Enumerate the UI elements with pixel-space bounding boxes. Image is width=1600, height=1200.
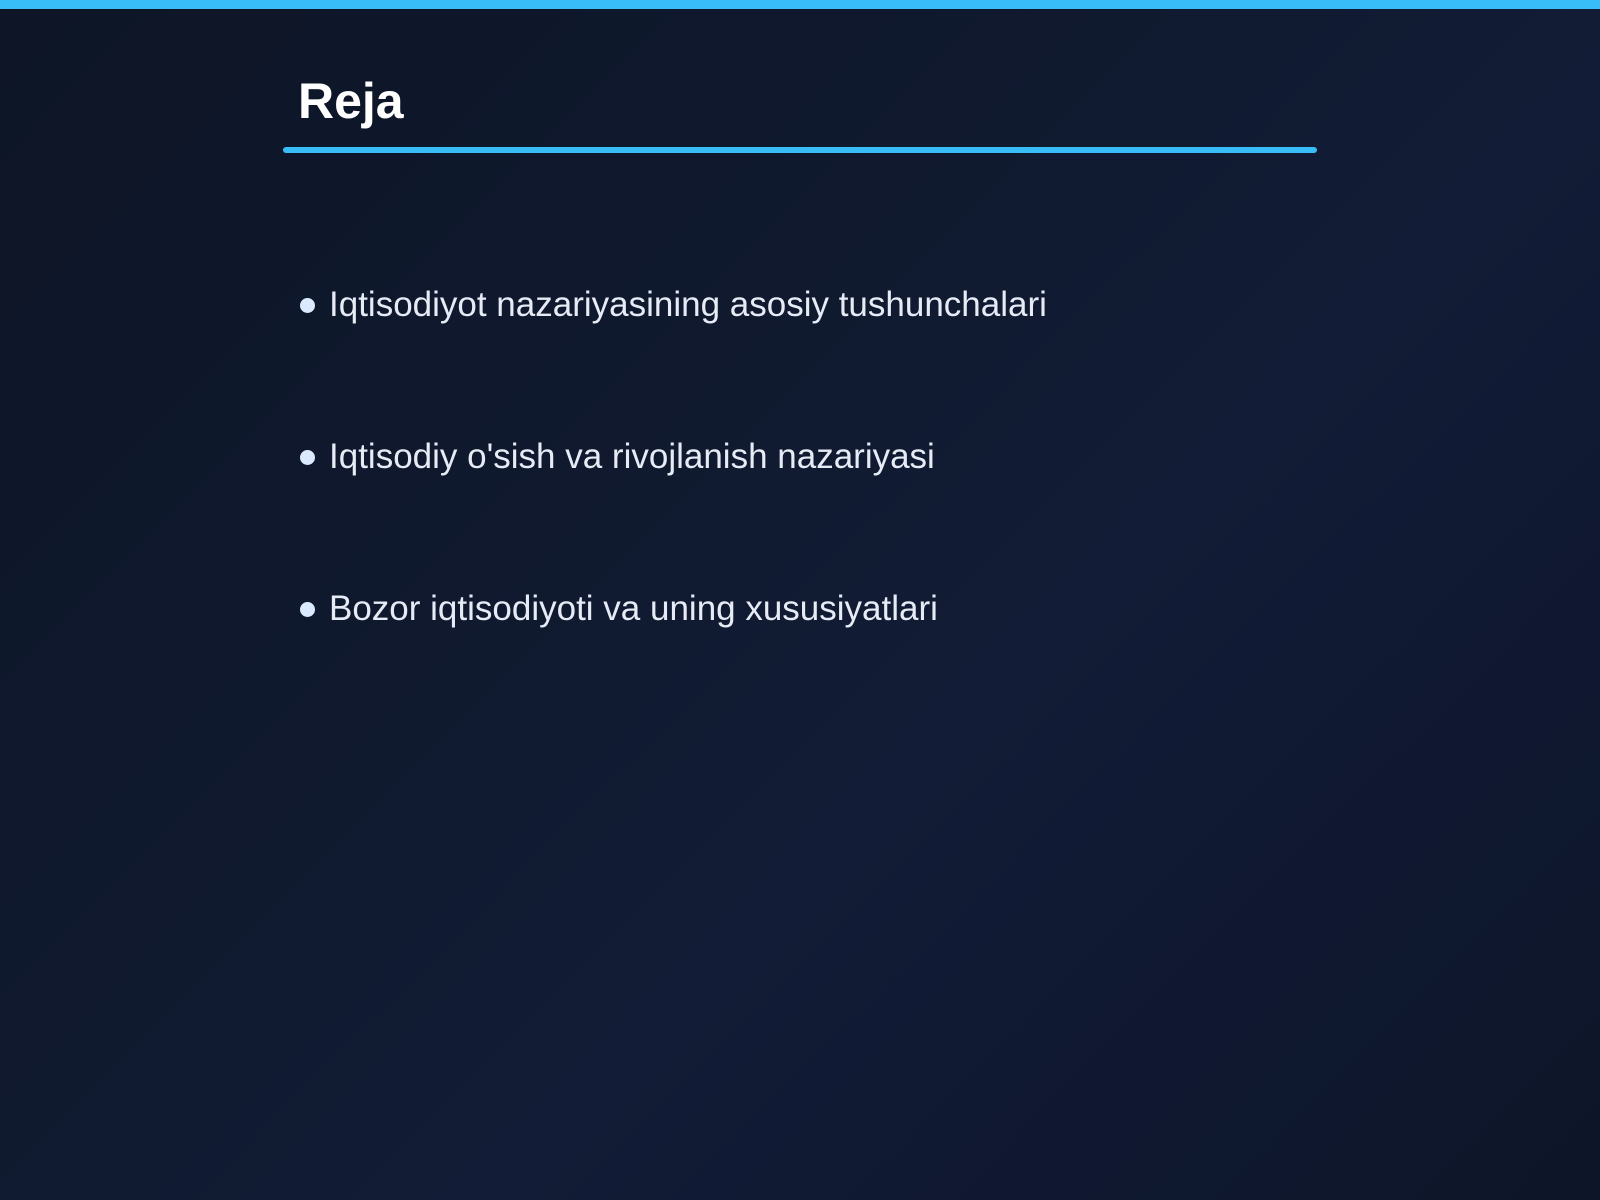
list-item [300,275,1047,335]
top-accent-bar [0,0,1600,9]
bullet-text: Iqtisodiy o'sish va rivojlanish nazariyasi [329,437,935,476]
list-item [300,579,1047,639]
bullet-text: Iqtisodiyot nazariyasining asosiy tushunchalari [329,285,1047,324]
slide-title: Reja [298,73,404,129]
title-underline [283,147,1317,153]
bullet-dot-icon [300,602,315,617]
bullet-dot-icon [300,298,315,313]
bullet-dot-icon [300,450,315,465]
list-item [300,427,1047,487]
bullet-text: Bozor iqtisodiyoti va uning xususiyatlari [329,589,938,628]
bullet-list [300,275,1047,731]
